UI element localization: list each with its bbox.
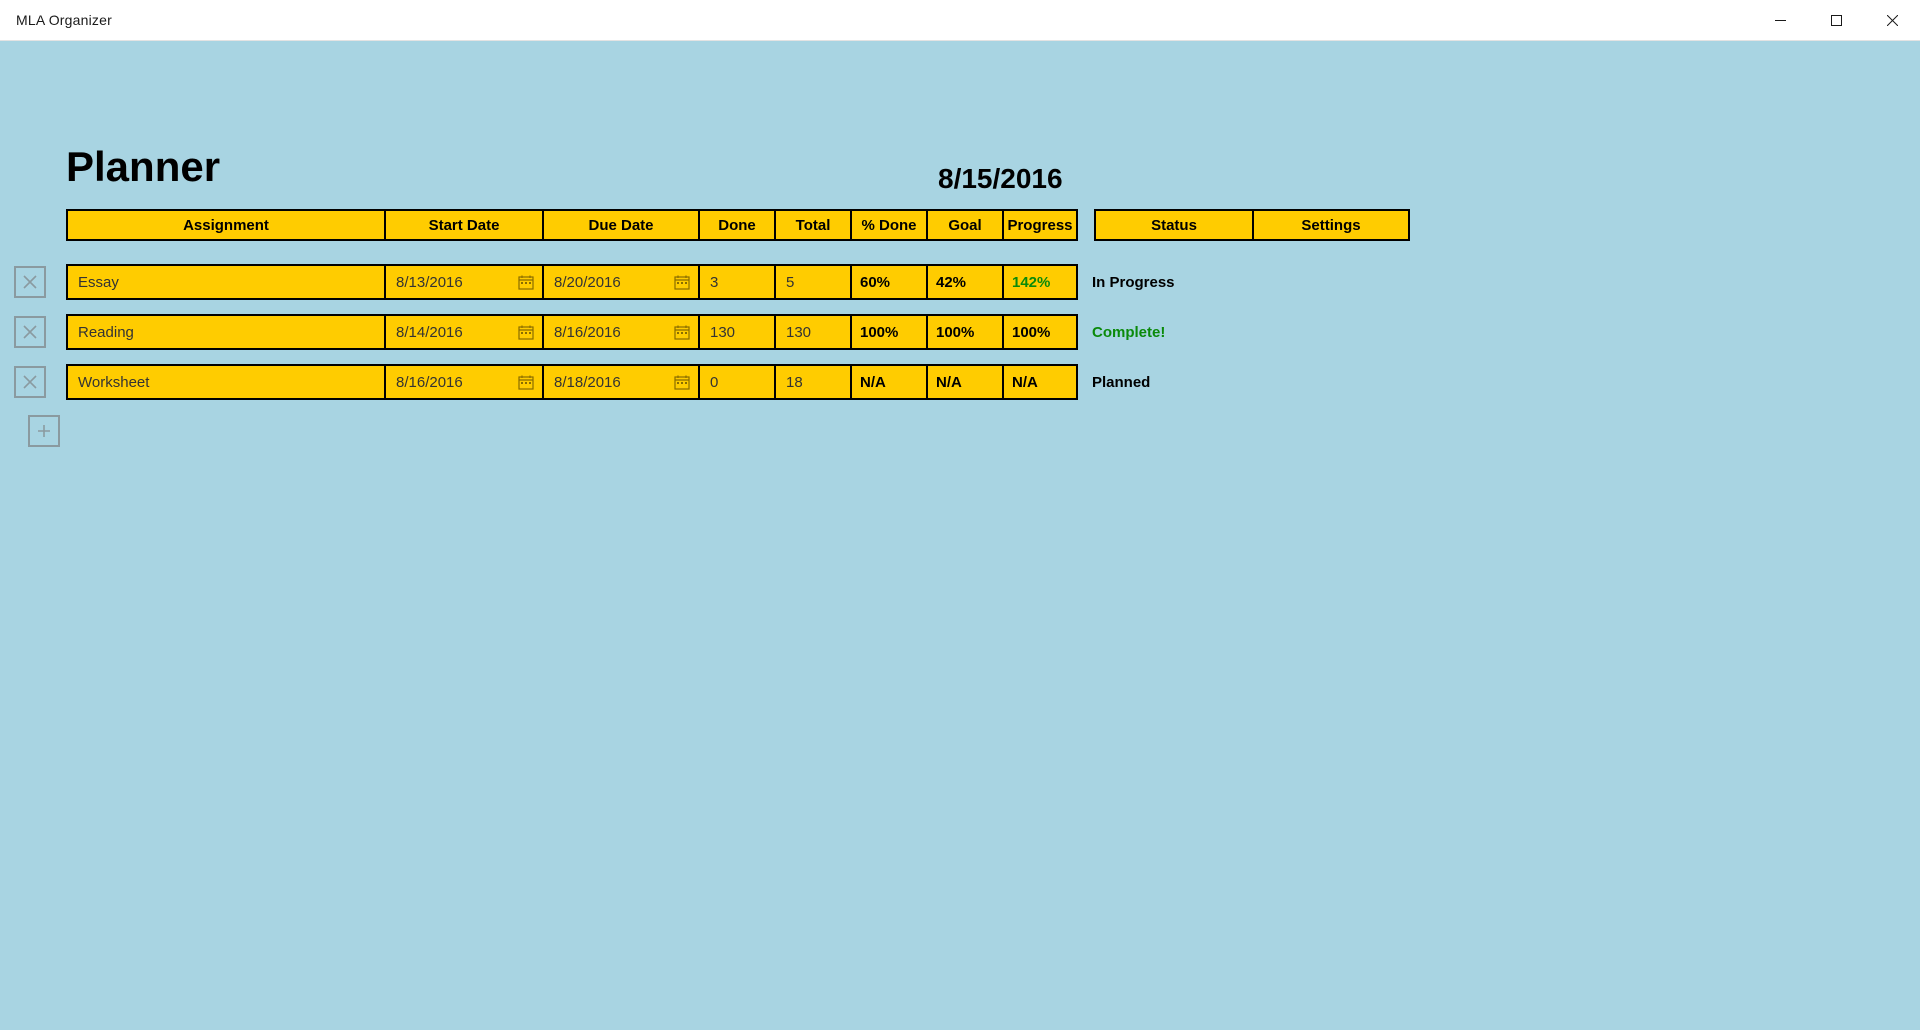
calendar-icon[interactable] (674, 324, 690, 340)
start-date-value: 8/14/2016 (396, 323, 463, 341)
status-badge: Complete! (1092, 323, 1166, 341)
header-goal: Goal (926, 209, 1004, 241)
progress-value: N/A (1002, 364, 1078, 400)
calendar-icon[interactable] (674, 274, 690, 290)
progress-value: 100% (1002, 314, 1078, 350)
start-date-input[interactable] (384, 264, 544, 300)
table-body (14, 257, 1175, 447)
header-progress: Progress (1002, 209, 1078, 241)
minimize-button[interactable] (1752, 0, 1808, 40)
total-input[interactable]: 130 (774, 314, 852, 350)
done-input[interactable]: 0 (698, 364, 776, 400)
assignment-input[interactable]: Essay (66, 264, 386, 300)
table-row (14, 257, 1175, 307)
title-bar (0, 0, 1920, 41)
status-badge: Planned (1092, 373, 1151, 391)
calendar-icon[interactable] (518, 374, 534, 390)
start-date-input[interactable] (384, 364, 544, 400)
header-status: Status (1094, 209, 1254, 241)
today-date: 8/15/2016 (938, 163, 1063, 194)
app-body (0, 41, 1920, 1030)
percent-done-value: 60% (850, 264, 928, 300)
done-input[interactable]: 130 (698, 314, 776, 350)
goal-value: 100% (926, 314, 1004, 350)
total-input[interactable]: 5 (774, 264, 852, 300)
maximize-button[interactable] (1808, 0, 1864, 40)
window-controls (1752, 0, 1920, 40)
close-button[interactable] (1864, 0, 1920, 40)
start-date-value: 8/16/2016 (396, 373, 463, 391)
due-date-input[interactable] (542, 364, 700, 400)
delete-row-icon[interactable] (14, 316, 46, 348)
due-date-input[interactable] (542, 314, 700, 350)
assignment-input[interactable]: Reading (66, 314, 386, 350)
header-assignment: Assignment (66, 209, 386, 241)
calendar-icon[interactable] (518, 324, 534, 340)
header-gap (1076, 209, 1094, 241)
header-start-date: Start Date (384, 209, 544, 241)
calendar-icon[interactable] (518, 274, 534, 290)
header-percent-done: % Done (850, 209, 928, 241)
due-date-input[interactable] (542, 264, 700, 300)
add-row-icon[interactable] (28, 415, 60, 447)
progress-value: 142% (1002, 264, 1078, 300)
total-input[interactable]: 18 (774, 364, 852, 400)
due-date-value: 8/20/2016 (554, 273, 621, 291)
table-header-row (66, 209, 1408, 241)
window-title: MLA Organizer (16, 12, 112, 28)
header-due-date: Due Date (542, 209, 700, 241)
due-date-value: 8/16/2016 (554, 323, 621, 341)
header-done: Done (698, 209, 776, 241)
assignment-input[interactable]: Worksheet (66, 364, 386, 400)
due-date-value: 8/18/2016 (554, 373, 621, 391)
header-settings: Settings (1252, 209, 1410, 241)
status-badge: In Progress (1092, 273, 1175, 291)
table-row (14, 357, 1175, 407)
percent-done-value: N/A (850, 364, 928, 400)
delete-row-icon[interactable] (14, 266, 46, 298)
delete-row-icon[interactable] (14, 366, 46, 398)
percent-done-value: 100% (850, 314, 928, 350)
header-total: Total (774, 209, 852, 241)
page-title: Planner (66, 143, 221, 190)
goal-value: N/A (926, 364, 1004, 400)
table-row (14, 307, 1175, 357)
calendar-icon[interactable] (674, 374, 690, 390)
start-date-value: 8/13/2016 (396, 273, 463, 291)
start-date-input[interactable] (384, 314, 544, 350)
goal-value: 42% (926, 264, 1004, 300)
done-input[interactable]: 3 (698, 264, 776, 300)
